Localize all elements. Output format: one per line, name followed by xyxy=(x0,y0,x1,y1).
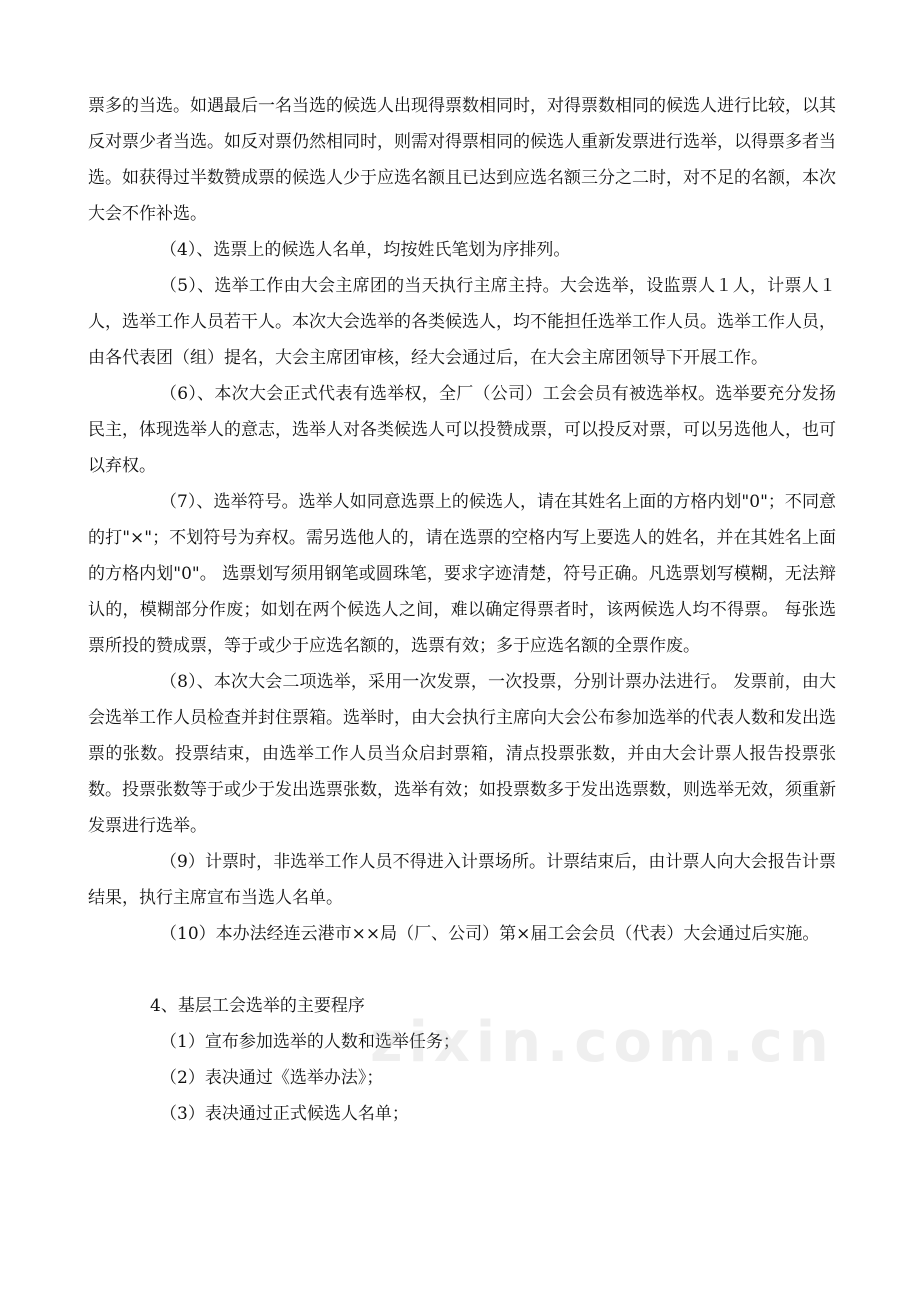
paragraph-item-6: （6）、本次大会正式代表有选举权，全厂（公司）工会会员有被选举权。选举要充分发扬民主，体现选举人的意志，选举人对各类候选人可以投赞成票，可以投反对票，可以另选他人，也可以弃权。 xyxy=(88,384,836,476)
document-page xyxy=(88,88,836,1132)
paragraph-gap xyxy=(88,952,836,988)
paragraph-item-5: （5）、选举工作由大会主席团的当天执行主席主持。大会选举，设监票人１人，计票人１人，选举工作人员若干人。本次大会选举的各类候选人，均不能担任选举工作人员。选举工作人员，由各代表团（组）提名，大会主席团审核，经大会通过后，在大会主席团领导下开展工作。 xyxy=(88,276,836,368)
paragraph-item-10: （10）本办法经连云港市××局（厂、公司）第×届工会会员（代表）大会通过后实施。 xyxy=(160,924,820,944)
paragraph-item-8: （8）、本次大会二项选举，采用一次发票，一次投票，分别计票办法进行。 发票前，由大会选举工作人员检查并封住票箱。选举时，由大会执行主席向大会公布参加选举的代表人数和发出选票的张数。投票结束，由选举工作人员当众启封票箱，清点投票张数，并由大会计票人报告投票张数。投票张数等于或少于发出选票张数，选举有效；如投票数多于发出选票数，则选举无效，须重新发票进行选举。 xyxy=(88,672,836,836)
paragraph-continuation: 票多的当选。如遇最后一名当选的候选人出现得票数相同时，对得票数相同的候选人进行比较，以其反对票少者当选。如反对票仍然相同时，则需对得票相同的候选人重新发票进行选举，以得票多者当选。如获得过半数赞成票的候选人少于应选名额且已达到应选名额三分之二时，对不足的名额，本次大会不作补选。 xyxy=(88,96,836,224)
paragraph-item-7: （7）、选举符号。选举人如同意选票上的候选人，请在其姓名上面的方格内划"0"；不同意的打"×"；不划符号为弃权。需另选他人的，请在选票的空格内写上要选人的姓名，并在其姓名上面的方格内划"0"。 选票划写须用钢笔或圆珠笔，要求字迹清楚，符号正确。凡选票划写模糊，无法辩认的，模糊部分作废；如划在两个候选人之间，难以确定得票者时，该两候选人均不得票。 每张选票所投的赞成票，等于或少于应选名额的，选票有效；多于应选名额的全票作废。 xyxy=(88,492,836,656)
watermark: zixin.com.cn xyxy=(370,1010,835,1075)
paragraph-item-4: （4）、选票上的候选人名单，均按姓氏笔划为序排列。 xyxy=(160,240,571,260)
section-title: 4、基层工会选举的主要程序 xyxy=(150,996,365,1016)
list-item: （1）宣布参加选举的人数和选举任务； xyxy=(160,1032,460,1052)
paragraph-item-9: （9）计票时，非选举工作人员不得进入计票场所。计票结束后，由计票人向大会报告计票结果，执行主席宣布当选人名单。 xyxy=(88,852,836,908)
list-item: （3）表决通过正式候选人名单； xyxy=(160,1104,409,1124)
list-item: （2）表决通过《选举办法》； xyxy=(160,1068,384,1088)
